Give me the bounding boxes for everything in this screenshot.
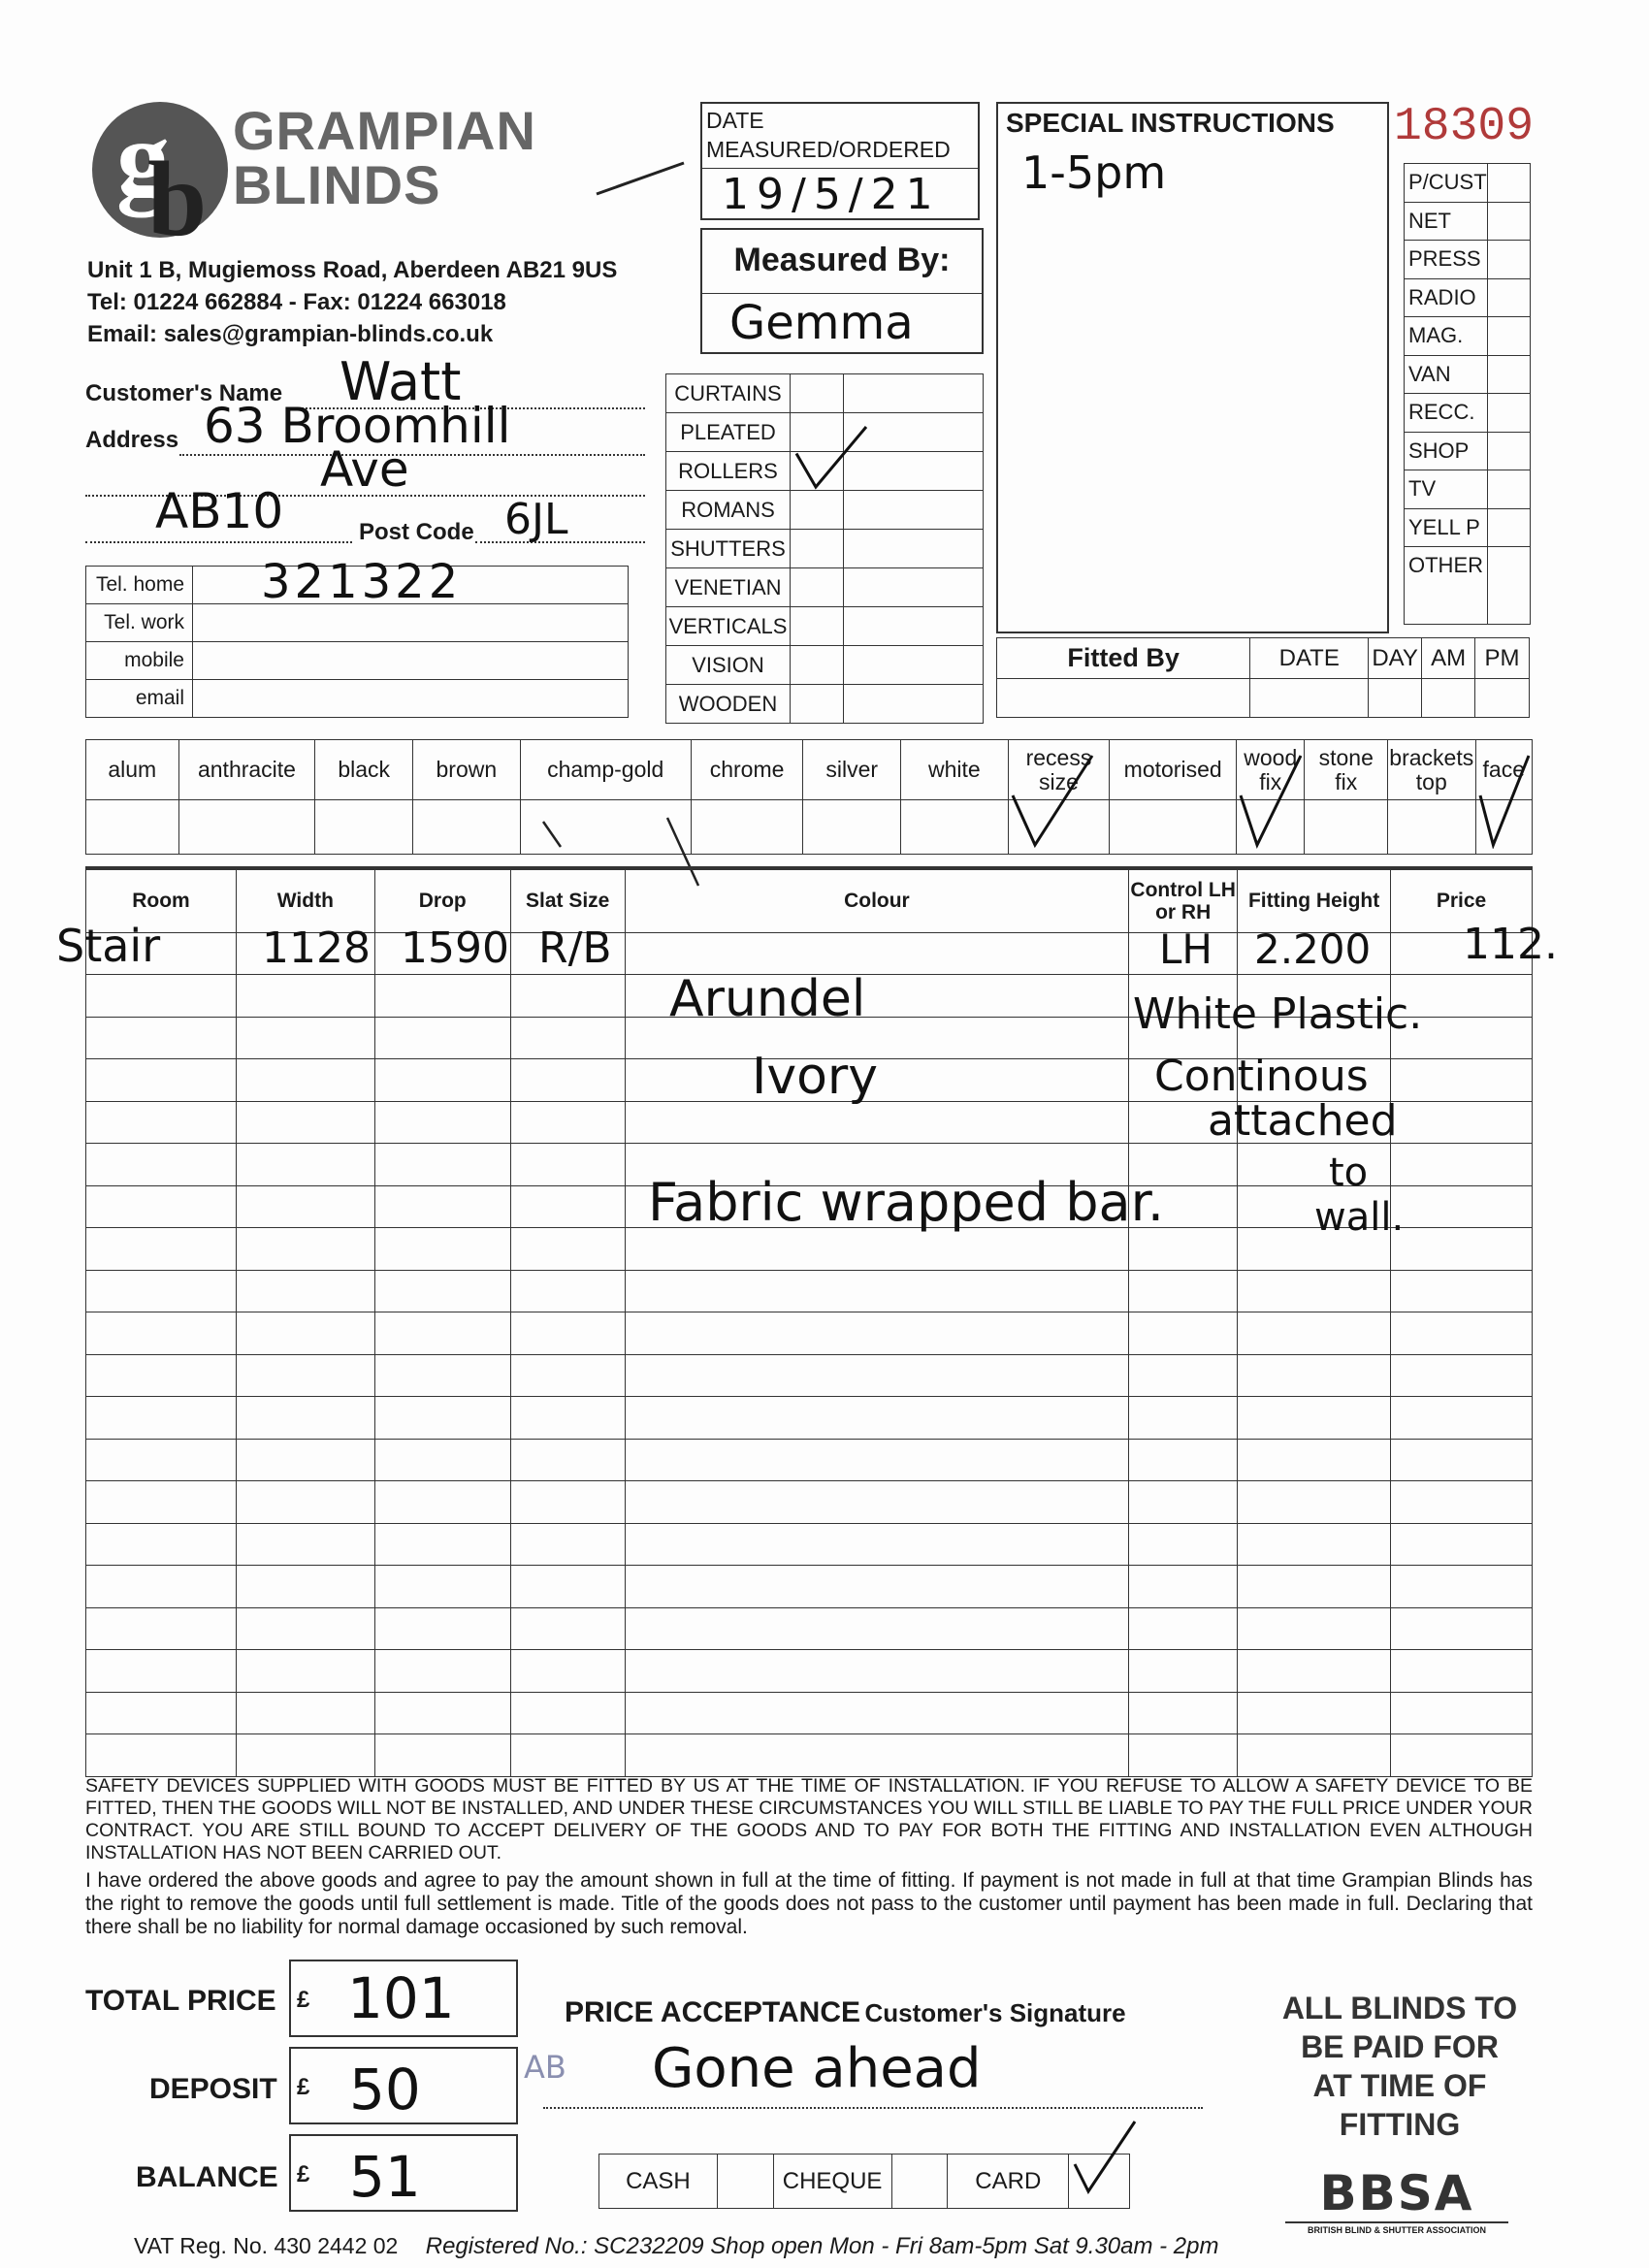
blind-type-row [666, 491, 984, 530]
phone-field[interactable] [193, 642, 629, 680]
option-checkbox[interactable] [1475, 800, 1532, 855]
company-name-line2: BLINDS [233, 154, 441, 215]
source-label: NET [1405, 202, 1488, 241]
phone-value: 321322 [261, 555, 463, 609]
source-label: YELL P [1405, 508, 1488, 547]
option-checkbox[interactable] [1008, 800, 1110, 855]
source-row [1405, 470, 1531, 509]
option-checkbox[interactable] [1110, 800, 1237, 855]
phone-row [86, 604, 629, 642]
card-tick-icon [1065, 2116, 1143, 2203]
fitted-day-label: DAY [1369, 638, 1422, 679]
blind-type-row [666, 646, 984, 685]
ab-note: AB [524, 2049, 566, 2086]
pay-notice-line1: ALL BLINDS TO [1281, 1991, 1518, 2025]
bbsa-caption: BRITISH BLIND & SHUTTER ASSOCIATION [1285, 2221, 1508, 2235]
address-line2: Ave [320, 441, 409, 498]
logo [87, 97, 536, 243]
option-label: black [315, 740, 413, 800]
bbsa-logo [1285, 2165, 1508, 2235]
item-row [86, 1692, 1533, 1734]
company-phone: Tel: 01224 662884 - Fax: 01224 663018 [87, 289, 506, 315]
item-width: 1128 [262, 923, 371, 973]
item-note-line5: wall. [1314, 1195, 1405, 1240]
deposit-value: 50 [349, 2057, 421, 2122]
source-checkbox[interactable] [1487, 470, 1530, 509]
blind-type-row [666, 530, 984, 568]
source-label: TV [1405, 470, 1488, 509]
source-checkbox[interactable] [1487, 202, 1530, 241]
source-table [1404, 163, 1531, 625]
item-row [86, 1607, 1533, 1650]
address-line3: AB10 [155, 483, 284, 539]
source-checkbox[interactable] [1487, 508, 1530, 547]
phone-field[interactable] [193, 604, 629, 642]
customer-name-label: Customer's Name [85, 380, 283, 406]
option-checkbox[interactable] [86, 800, 179, 855]
option-checkbox[interactable] [1388, 800, 1476, 855]
blind-type-checkbox[interactable] [791, 568, 844, 607]
option-label: stone fix [1305, 740, 1388, 800]
balance-label: BALANCE [136, 2161, 278, 2193]
item-row [86, 1650, 1533, 1693]
fitted-pm-label: PM [1475, 638, 1530, 679]
date-measured-label1: DATE [706, 108, 764, 133]
item-room: Stair [56, 920, 161, 972]
payment-cash-label: CASH [599, 2155, 718, 2209]
blind-type-checkbox[interactable] [791, 374, 844, 413]
safety-notice: SAFETY DEVICES SUPPLIED WITH GOODS MUST BE FITTED BY US AT THE TIME OF INSTALLATION. IF YOU REFUSE TO ALLOW A SAFETY DEVICE TO BE FITTED, THEN THE GOODS WILL NOT BE INSTALLED, AND UNDER THESE CIRCUMSTANCES YOU WILL STILL BE LIABLE TO PAY THE FULL PRICE UNDER YOUR CONTRACT. YOU ARE STILL BOUND TO ACCEPT DELIVERY OF THE GOODS AND TO PAY FOR BOTH THE FITTING AND INSTALLATION EVEN ALTHOUGH INSTALLATION HAS NOT BEEN CARRIED OUT. [85, 1775, 1533, 1863]
phone-label: Tel. work [86, 604, 193, 642]
option-label: recess size [1008, 740, 1110, 800]
blind-type-label: PLEATED [666, 413, 791, 452]
address-line1: 63 Broomhill [204, 398, 511, 454]
source-label: SHOP [1405, 432, 1488, 470]
source-checkbox[interactable] [1487, 547, 1530, 625]
fitted-by-table [996, 637, 1530, 718]
source-checkbox[interactable] [1487, 241, 1530, 279]
post-code-label: Post Code [359, 519, 474, 545]
total-price-value: 101 [347, 1965, 455, 2031]
post-code-value: 6JL [504, 495, 568, 544]
item-colour-line3: Fabric wrapped bar. [648, 1172, 1164, 1233]
address-label: Address [85, 427, 179, 453]
option-checkbox[interactable] [413, 800, 521, 855]
fitted-date-label: DATE [1250, 638, 1369, 679]
measured-by-label: Measured By: [733, 242, 951, 278]
source-label: MAG. [1405, 317, 1488, 356]
option-label: white [901, 740, 1009, 800]
options-table [85, 739, 1533, 855]
option-label: chrome [691, 740, 803, 800]
fitted-am-label: AM [1422, 638, 1475, 679]
blind-type-label: VENETIAN [666, 568, 791, 607]
svg-text:g: g [116, 99, 170, 217]
item-row [86, 1734, 1533, 1777]
option-checkbox[interactable] [1237, 800, 1305, 855]
svg-text:b: b [147, 140, 208, 243]
source-checkbox[interactable] [1487, 317, 1530, 356]
payment-method-table [598, 2154, 1130, 2209]
source-checkbox[interactable] [1487, 278, 1530, 317]
option-label: face [1475, 740, 1532, 800]
footer [134, 2233, 1219, 2260]
item-row [86, 1523, 1533, 1566]
balance-value: 51 [349, 2144, 421, 2210]
option-label: alum [86, 740, 179, 800]
date-measured-label2: MEASURED/ORDERED [706, 137, 951, 162]
phone-field[interactable] [193, 555, 629, 609]
blind-type-row [666, 685, 984, 724]
option-checkbox[interactable] [803, 800, 901, 855]
pay-notice-line3: AT TIME OF [1312, 2068, 1487, 2103]
column-header: Drop [374, 868, 510, 932]
tick-icon [1476, 752, 1533, 849]
tick-icon [1009, 752, 1096, 849]
option-checkbox[interactable] [178, 800, 315, 855]
source-row [1405, 432, 1531, 470]
blind-type-label: ROMANS [666, 491, 791, 530]
blind-type-checkbox[interactable] [791, 491, 844, 530]
source-row [1405, 278, 1531, 317]
item-row [86, 1270, 1533, 1312]
phone-row [86, 680, 629, 718]
special-instructions-label: SPECIAL INSTRUCTIONS [1006, 108, 1335, 138]
price-acceptance-title: PRICE ACCEPTANCE [565, 1996, 861, 2028]
source-label: VAN [1405, 355, 1488, 394]
option-label: champ-gold [520, 740, 691, 800]
source-checkbox[interactable] [1487, 432, 1530, 470]
blind-type-label: VISION [666, 646, 791, 685]
blind-type-label: WOODEN [666, 685, 791, 724]
source-row [1405, 241, 1531, 279]
blind-type-checkbox[interactable] [791, 530, 844, 568]
registration-number: Registered No.: SC232209 Shop open Mon - Fri 8am-5pm Sat 9.30am - 2pm [425, 2233, 1219, 2259]
blind-type-table [665, 373, 984, 724]
measured-by-box [700, 228, 984, 354]
item-fitting-height: 2.200 [1254, 925, 1372, 973]
column-header: Room [86, 868, 237, 932]
item-colour-line1: Arundel [669, 970, 866, 1028]
option-label: brown [413, 740, 521, 800]
blind-type-row [666, 607, 984, 646]
blind-type-label: SHUTTERS [666, 530, 791, 568]
blind-type-row [666, 568, 984, 607]
measured-by-value: Gemma [729, 296, 914, 350]
item-drop: 1590 [401, 923, 509, 973]
phone-field[interactable] [193, 680, 629, 718]
phone-row [86, 567, 629, 604]
customer-signature-label: Customer's Signature [864, 1998, 1126, 2027]
deposit-label: DEPOSIT [149, 2073, 277, 2105]
option-label: brackets top [1388, 740, 1476, 800]
deposit-currency: £ [297, 2074, 310, 2100]
blind-type-row [666, 452, 984, 491]
payment-cheque-box[interactable] [891, 2155, 948, 2209]
phone-label: email [86, 680, 193, 718]
option-checkbox[interactable] [901, 800, 1009, 855]
phone-table [85, 555, 629, 718]
phone-label: mobile [86, 642, 193, 680]
option-label: silver [803, 740, 901, 800]
option-checkbox[interactable] [1305, 800, 1388, 855]
item-row [86, 1354, 1533, 1397]
balance-box [289, 2134, 518, 2212]
deposit-box [289, 2047, 518, 2124]
blind-type-checkbox[interactable] [791, 646, 844, 685]
order-number: 18309 [1394, 101, 1535, 153]
item-control: LH [1159, 925, 1212, 973]
payment-terms: I have ordered the above goods and agree to pay the amount shown in full at the time of fitting. If payment is not made in full at that time Grampian Blinds has the right to remove the goods until full settlement is made. Title of the goods does not pass to the customer until payment has been made in full. Declaring that there shall be no liability for normal damage occasioned by such removal. [85, 1869, 1533, 1938]
item-row [86, 1566, 1533, 1608]
gb-logo-icon [87, 97, 233, 243]
blind-type-label: VERTICALS [666, 607, 791, 646]
source-checkbox[interactable] [1487, 164, 1530, 203]
tick-icon [792, 423, 870, 491]
column-header: Colour [625, 868, 1129, 932]
company-address: Unit 1 B, Mugiemoss Road, Aberdeen AB21 9US [87, 257, 618, 283]
source-checkbox[interactable] [1487, 394, 1530, 433]
blind-type-checkbox[interactable] [791, 607, 844, 646]
item-slat: R/B [538, 923, 612, 973]
item-row [86, 1312, 1533, 1355]
total-currency: £ [297, 1987, 310, 2013]
source-row [1405, 394, 1531, 433]
price-acceptance-label [565, 1996, 1126, 2029]
source-checkbox[interactable] [1487, 355, 1530, 394]
date-measured-box [700, 102, 980, 220]
payment-cheque-label: CHEQUE [773, 2155, 891, 2209]
pen-stroke [592, 155, 689, 199]
item-note-line3: attached [1208, 1096, 1398, 1146]
option-label: motorised [1110, 740, 1237, 800]
source-label: PRESS [1405, 241, 1488, 279]
pay-notice-line4: FITTING [1339, 2107, 1461, 2142]
option-label: anthracite [178, 740, 315, 800]
source-row [1405, 164, 1531, 203]
column-header: Fitting Height [1238, 868, 1391, 932]
special-instructions-value: 1-5pm [1021, 146, 1167, 199]
blind-type-checkbox[interactable] [791, 452, 844, 491]
payment-card-label: CARD [948, 2155, 1069, 2209]
item-row [86, 1439, 1533, 1481]
pay-notice-line2: BE PAID FOR [1301, 2029, 1499, 2064]
payment-cash-box[interactable] [717, 2155, 773, 2209]
item-note-line4: to [1329, 1150, 1369, 1195]
blind-type-row [666, 374, 984, 413]
source-row [1405, 508, 1531, 547]
item-price: 112. [1463, 920, 1558, 969]
phone-row [86, 642, 629, 680]
option-checkbox[interactable] [315, 800, 413, 855]
pay-notice [1240, 1989, 1560, 2144]
column-header: Price [1391, 868, 1533, 932]
date-measured-value: 19/5/21 [722, 170, 941, 219]
company-name-line1: GRAMPIAN [233, 100, 536, 161]
acceptance-signature: Gone ahead [652, 2037, 982, 2100]
source-label: OTHER [1405, 547, 1488, 625]
fitted-by-label: Fitted By [997, 638, 1250, 679]
item-colour-line2: Ivory [752, 1048, 879, 1106]
payment-card-box[interactable] [1069, 2155, 1130, 2209]
column-header: Slat Size [510, 868, 625, 932]
blind-type-checkbox[interactable] [791, 685, 844, 724]
source-row [1405, 202, 1531, 241]
source-label: P/CUST [1405, 164, 1488, 203]
phone-label: Tel. home [86, 567, 193, 604]
source-label: RECC. [1405, 394, 1488, 433]
special-instructions-box [996, 102, 1389, 633]
source-row [1405, 317, 1531, 356]
blind-type-label: CURTAINS [666, 374, 791, 413]
item-note-line2: Continous [1154, 1052, 1369, 1101]
customer-name-value: Watt [340, 351, 462, 412]
source-row [1405, 355, 1531, 394]
bbsa-mark: BBSA [1319, 2165, 1474, 2221]
item-row [86, 1397, 1533, 1440]
item-row [86, 1481, 1533, 1524]
source-label: RADIO [1405, 278, 1488, 317]
blind-type-label: ROLLERS [666, 452, 791, 491]
vat-number: VAT Reg. No. 430 2442 02 [134, 2233, 399, 2258]
total-price-box [289, 1960, 518, 2037]
item-note-line1: White Plastic. [1133, 989, 1423, 1039]
source-row [1405, 547, 1531, 625]
option-label: wood fix [1237, 740, 1305, 800]
column-header: Control LH or RH [1129, 868, 1238, 932]
total-price-label: TOTAL PRICE [85, 1985, 276, 2017]
column-header: Width [236, 868, 374, 932]
tick-icon [1237, 752, 1305, 849]
balance-currency: £ [297, 2161, 310, 2187]
company-email: Email: sales@grampian-blinds.co.uk [87, 321, 494, 347]
